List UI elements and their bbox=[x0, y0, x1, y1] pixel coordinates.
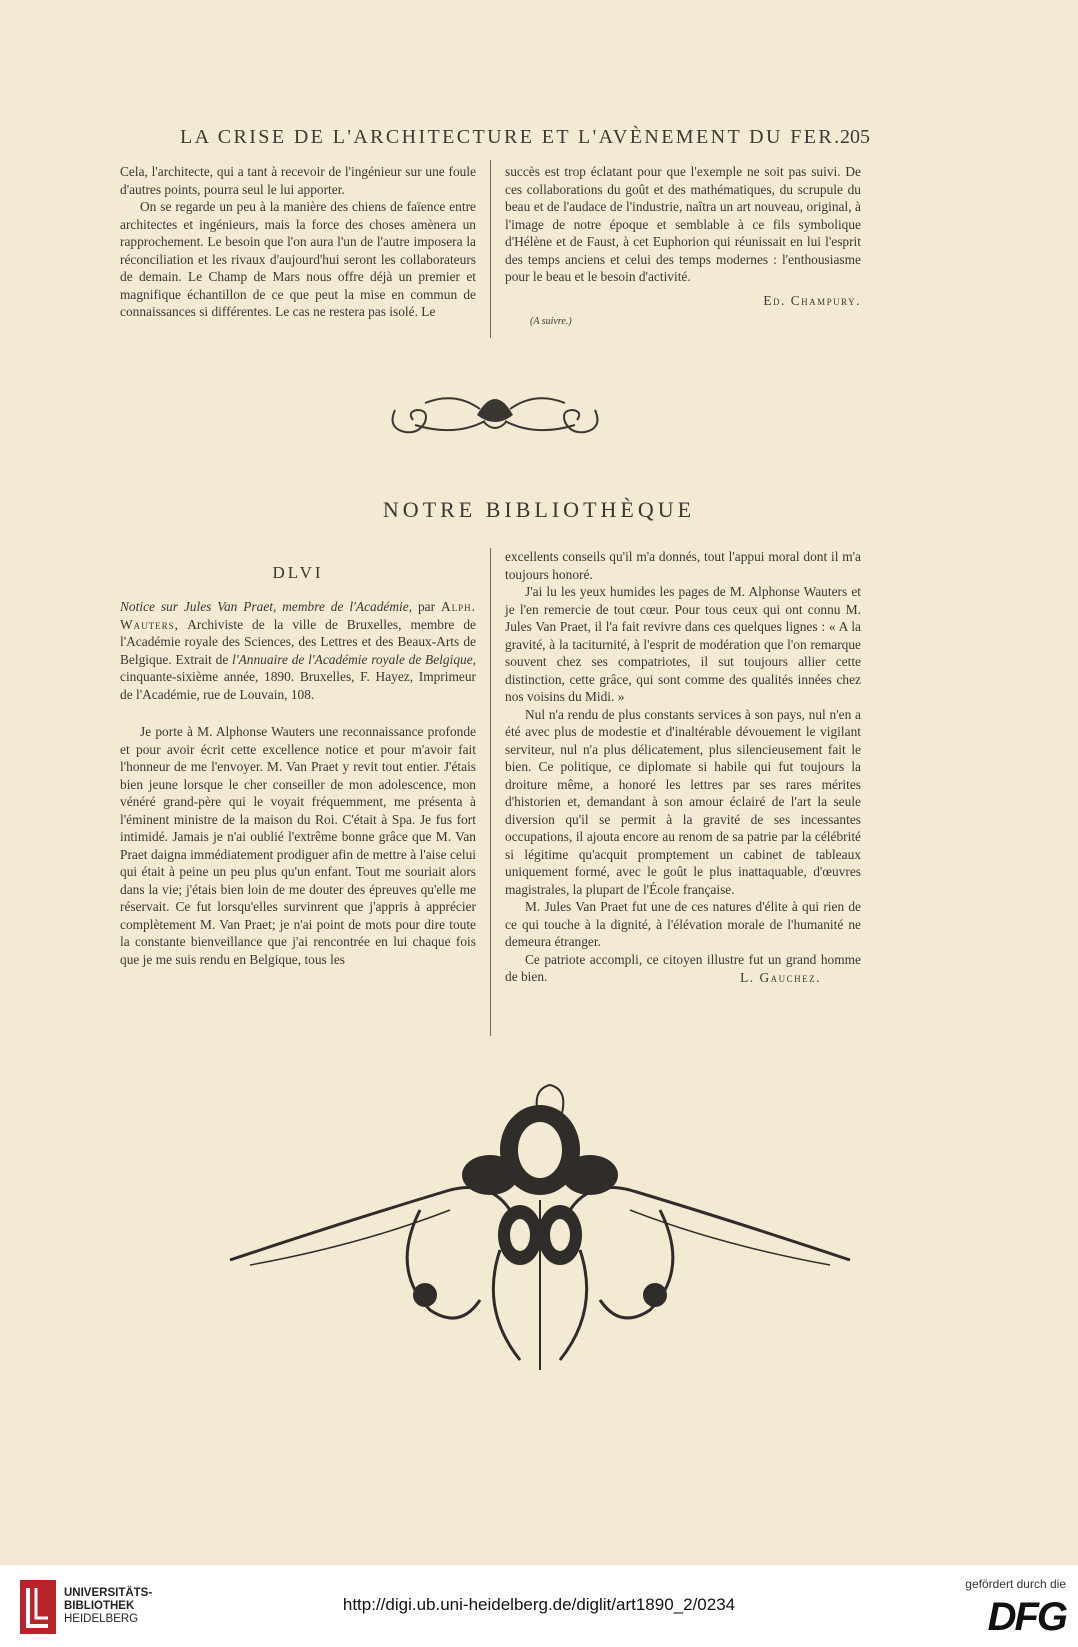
paragraph: Je porte à M. Alphonse Wauters une reconnaissance profonde et pour avoir écrit cette excellence notice et pour m'avoir fait l'honneur de me l'envoyer. M. Van Praet y revit tout entier. J'étais bien jeune lorsque le cher conseiller de mon adolescence, mon vénéré grand-père qui le voyait fréquemment, me présenta à l'éminent ministre de la maison du Roi. C'était à Spa. Je fus fort intimidé. Jamais je n'ai oublié l'extrême bonne grâce que M. Van Praet daigna immédiatement prodiguer afin de mettre à l'aise celui qui était à peine un peu plus qu'un enfant. Tout me souriait alors dans la vie; j'étais bien loin de me douter des épreuves qu'elle me réservait. Ce fut lorsqu'elles survinrent que j'appris à apprécier complètement M. Van Praet; je n'ai point de mots pour dire toute la constante bienveillance que j'ai rencontrée en lui chaque fois que je me suis rendu en Belgique, tous les bbox=[120, 724, 476, 967]
article-right-column bbox=[505, 163, 861, 331]
library-name-line: UNIVERSITÄTS- bbox=[64, 1587, 153, 1599]
review-right-column bbox=[505, 548, 861, 986]
paragraph: excellents conseils qu'il m'a donnés, tout l'appui moral dont il m'a toujours honoré. bbox=[505, 549, 861, 582]
running-head-title: LA CRISE DE L'ARCHITECTURE ET L'AVÈNEMENT DU FER. bbox=[180, 126, 842, 148]
footer-bar bbox=[0, 1565, 1078, 1647]
section-title: NOTRE BIBLIOTHÈQUE bbox=[382, 497, 696, 522]
library-name-line: HEIDELBERG bbox=[64, 1613, 139, 1625]
floral-tailpiece-icon bbox=[220, 1080, 860, 1380]
paragraph: succès est trop éclatant pour que l'exemple ne soit pas suivi. De ces collaborations du goût et des mathématiques, du scrupule du beau et de l'audace de l'industrie, naîtra un art nouveau, original, à l'image de notre époque et semblable à ce fils symbolique d'Hélène et de Faust, à cet Euphorion qui réunissait en lui l'esprit des temps anciens et celui des temps modernes : l'enthousiasme pour le beau et le besoin d'activité. bbox=[505, 164, 861, 284]
reviewer-signature: L. Gauchez. bbox=[740, 969, 821, 985]
notice-author: Alph. Wauters, bbox=[120, 599, 476, 632]
article-left-column bbox=[120, 163, 476, 321]
author-signature: Ed. Champury. bbox=[763, 292, 861, 308]
notice-title: Notice sur Jules Van Praet, membre de l'Académie, bbox=[120, 599, 413, 614]
column-divider bbox=[490, 548, 491, 1036]
paragraph: Cela, l'architecte, qui a tant à recevoir de l'ingénieur sur une foule d'autres points, pourra seul le lui apporter. bbox=[120, 164, 476, 197]
dfg-logo: DFG bbox=[987, 1595, 1066, 1639]
notice-by: par bbox=[417, 599, 436, 614]
paragraph: Ce patriote accompli, ce citoyen illustre fut un grand homme de bien. bbox=[505, 951, 861, 984]
paragraph: M. Jules Van Praet fut une de ces natures d'élite à qui rien de ce qui touche à la dignité, à l'élévation morale de l'humanité ne demeura étranger. bbox=[505, 899, 861, 949]
notice-publication: cinquante-sixième année, 1890. Bruxelles, F. Hayez, Imprimeur de l'Académie, rue de Louvain, 108. bbox=[120, 669, 476, 702]
page-number: 205 bbox=[840, 126, 870, 148]
entry-number: DLVI bbox=[272, 563, 324, 582]
paragraph: J'ai lu les yeux humides les pages de M. Alphonse Wauters et je l'en remercie de tout cœur. Pour tous ceux qui ont connu M. Jules Van Praet, il l'a fait revivre dans ces quelques lignes : « A la gravité, à la taciturnité, à l'esprit de modération que l'on remarque souvent chez ses compatriotes, il sut toujours allier cette distinction, cette grâce, qui sont comme des qualités innées chez nos voisins du Midi. » bbox=[505, 584, 861, 704]
ornament-vignette-icon bbox=[385, 385, 605, 445]
bibliographic-notice bbox=[120, 598, 476, 703]
review-left-column bbox=[120, 598, 476, 968]
column-divider bbox=[490, 160, 491, 338]
to-be-continued-note: (A suivre.) bbox=[530, 316, 572, 327]
notice-details: Archiviste de la ville de Bruxelles, membre de l'Académie royale des Sciences, des Lettres et des Beaux-Arts de Belgique. Extrait de bbox=[120, 616, 476, 667]
notice-source: l'Annuaire de l'Académie royale de Belgique, bbox=[232, 651, 476, 667]
paragraph: Nul n'a rendu de plus constants services à son pays, nul n'en a été avec plus de modestie et d'inaltérable dévouement le vigilant serviteur, nul n'a plus délicatement, plus silencieusement fait le bien. Ce politique, ce diplomate si habile qui fut toujours la droiture même, a honoré les lettres par ses rares mérites d'historien et, demandant à son amour éclairé de l'art la seule diversion qu'il se permit à la gravité de ses incessantes occupations, il ajouta encore au renom de sa patrie par la célébrité si légitime qu'acquit promptement un cabinet de tableaux uniquement formé, avec le goût le plus inattaquable, d'œuvres magistrales, la plupart de l'École française. bbox=[505, 706, 861, 897]
paragraph: On se regarde un peu à la manière des chiens de faïence entre architectes et ingénieurs, mais la force des choses amènera un rapprochement. Le besoin que l'on aura l'un de l'autre imposera la réconciliation et les rivaux d'aujourd'hui seront les collaborateurs de demain. Le Champ de Mars nous offre déjà un premier et magnifique échantillon de ce que peut la mise en commun de connaissances si différentes. Le cas ne restera pas isolé. Le bbox=[120, 199, 476, 319]
page-url-link[interactable]: http://digi.ub.uni-heidelberg.de/diglit/art1890_2/0234 bbox=[342, 1595, 736, 1614]
running-head bbox=[180, 126, 870, 154]
library-name-line: BIBLIOTHEK bbox=[64, 1600, 135, 1612]
funded-by-label: gefördert durch die bbox=[965, 1577, 1066, 1591]
